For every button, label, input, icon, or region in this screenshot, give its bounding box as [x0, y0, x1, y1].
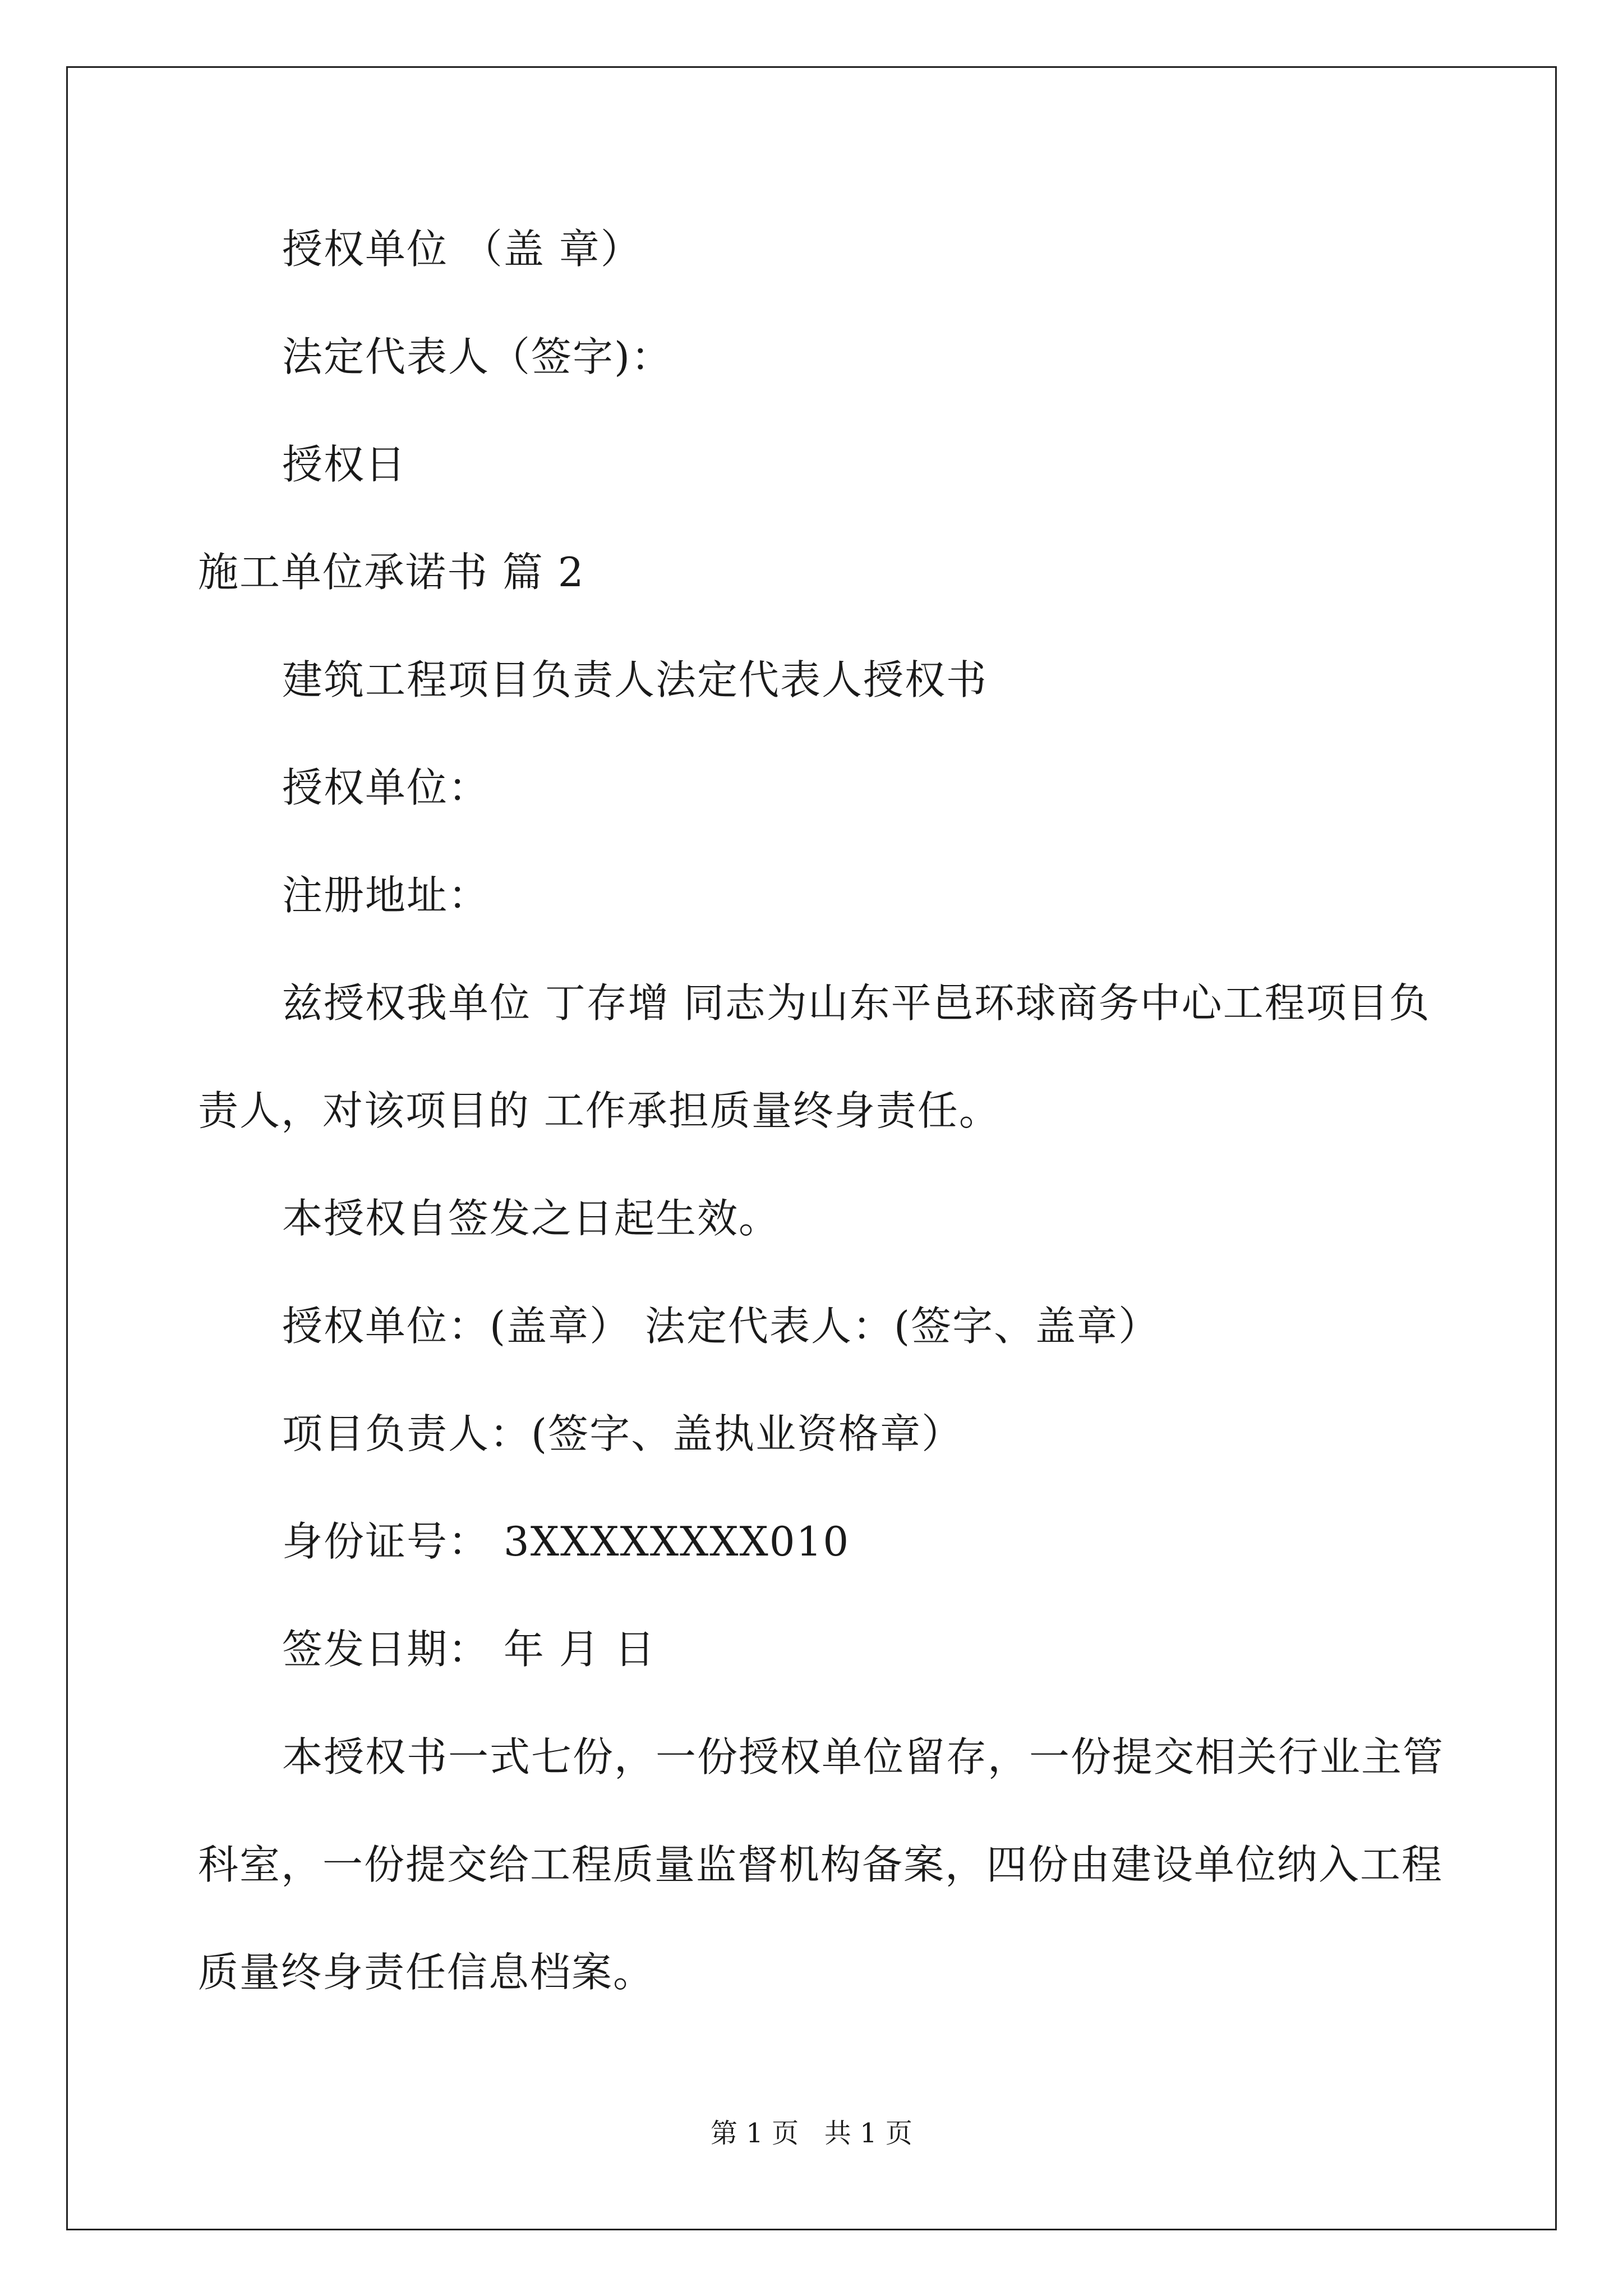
auth-unit-seal-line: 授权单位 （盖 章） — [282, 226, 642, 273]
authorization-paragraph-line-2: 责人，对该项目的 工作承担质量终身责任。 — [198, 1087, 1000, 1134]
copies-paragraph-line-2: 科室，一份提交给工程质量监督机构备案，四份由建设单位纳入工程 — [198, 1841, 1444, 1888]
legal-rep-sign-line: 法定代表人（签字)： — [282, 333, 673, 380]
document-title: 建筑工程项目负责人法定代表人授权书 — [282, 656, 988, 703]
page-border — [66, 66, 1557, 2230]
page-number-footer: 第 1 页 共 1 页 — [711, 2118, 912, 2149]
effective-statement: 本授权自签发之日起生效。 — [282, 1195, 781, 1242]
project-lead-signature-line: 项目负责人：(签字、盖执业资格章） — [282, 1410, 963, 1457]
registered-address-line: 注册地址： — [282, 872, 490, 919]
authorization-paragraph-line-1: 兹授权我单位 丁存增 同志为山东平邑环球商务中心工程项目负 — [282, 979, 1431, 1027]
auth-date-line: 授权日 — [282, 441, 407, 488]
issue-date-line: 签发日期： 年 月 日 — [282, 1626, 656, 1673]
copies-paragraph-line-1: 本授权书一式七份，一份授权单位留存，一份提交相关行业主管 — [282, 1733, 1445, 1780]
section-heading: 施工单位承诺书 篇 2 — [198, 549, 585, 596]
auth-unit-line: 授权单位： — [282, 764, 490, 811]
copies-paragraph-line-3: 质量终身责任信息档案。 — [198, 1949, 655, 1996]
unit-and-rep-signature-line: 授权单位：(盖章） 法定代表人：(签字、盖章） — [282, 1303, 1160, 1350]
id-number-line: 身份证号： 3XXXXXXXX010 — [282, 1518, 850, 1565]
